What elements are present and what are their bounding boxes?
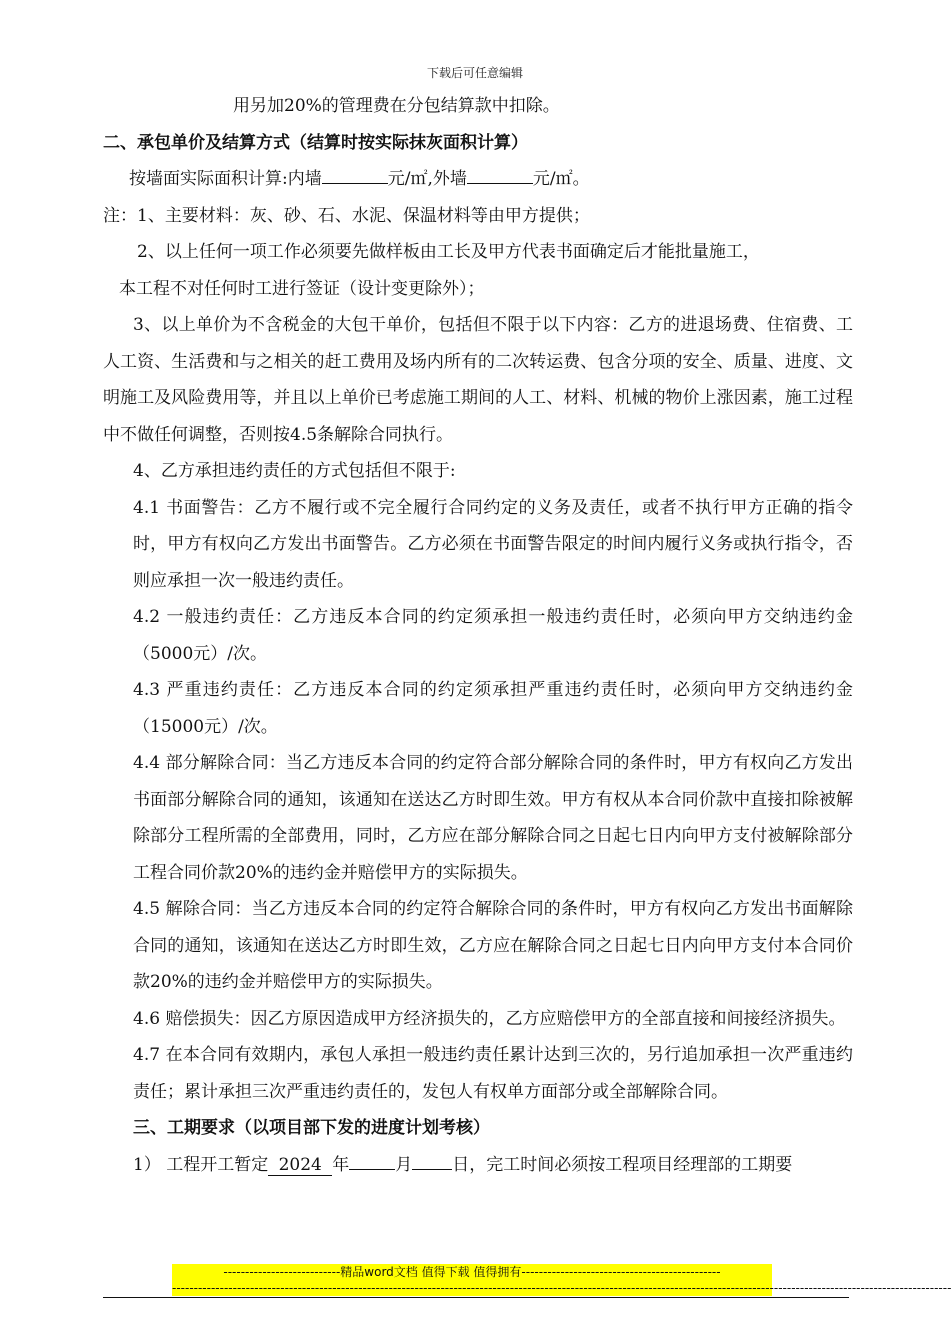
exterior-price-blank: [467, 183, 533, 184]
section-2-heading: 二、承包单价及结算方式（结算时按实际抹灰面积计算）: [103, 132, 528, 153]
note-3: 3、以上单价为不含税金的大包干单价，包括但不限于以下内容：乙方的进退场费、住宿费、工人工资、生活费和与之相关的赶工费用及场内所有的二次转运费、包含分项的安全、质量、进度、文明施工及风险费用等，并且以上单价已考虑施工期间的人工、材料、机械的物价上涨因素，施工过程中不做任何调整，否则按4.5条解除合同执行。: [103, 315, 853, 445]
footer-line-2: ------------------------------------------------------------------------------------------------------------------------------------------------------------------------------------: [172, 1281, 951, 1295]
footer-line-1: ---------------------------精品word文档 值得下载 值得拥有----------------------------------------------: [223, 1265, 721, 1279]
clause-4-7: 4.7 在本合同有效期内，承包人承担一般违约责任累计达到三次的，另行追加承担一次严重违约责任；累计承担三次严重违约责任的，发包人有权单方面部分或全部解除合同。: [133, 1045, 853, 1102]
start-month-blank: [349, 1169, 395, 1170]
area-calc-label: 按墙面实际面积计算:内墙: [129, 169, 322, 189]
clause-4-1: 4.1 书面警告：乙方不履行或不完全履行合同约定的义务及责任，或者不执行甲方正确的指令时，甲方有权向乙方发出书面警告。乙方必须在书面警告限定的时间内履行义务或执行指令，否则应承担一次一般违约责任。: [133, 497, 853, 591]
schedule-line: [103, 1147, 853, 1184]
note-4: 4、乙方承担违约责任的方式包括但不限于:: [133, 461, 456, 481]
schedule-label: 1） 工程开工暂定: [133, 1154, 269, 1175]
schedule-tail: 日，完工时间必须按工程项目经理部的工期要: [452, 1154, 793, 1175]
section-3-heading: 三、工期要求（以项目部下发的进度计划考核）: [133, 1118, 490, 1138]
start-year: 2024: [268, 1155, 332, 1176]
note-2-cont: 本工程不对任何时工进行签证（设计变更除外）；: [119, 278, 485, 299]
clause-4-4: 4.4 部分解除合同：当乙方违反本合同的约定符合部分解除合同的条件时，甲方有权向乙方发出书面部分解除合同的通知，该通知在送达乙方时即生效。甲方有权从本合同价款中直接扣除被解除部分工程所需的全部费用，同时，乙方应在部分解除合同之日起七日内向甲方支付被解除部分工程合同价款20%的违约金并赔偿甲方的实际损失。: [133, 753, 853, 883]
footer-rule: [103, 1297, 849, 1298]
note-1: 注：1、主要材料：灰、砂、石、水泥、保温材料等由甲方提供；: [103, 205, 590, 226]
clause-4-5: 4.5 解除合同：当乙方违反本合同的约定符合解除合同的条件时，甲方有权向乙方发出书面解除合同的通知，该通知在送达乙方时即生效，乙方应在解除合同之日起七日内向甲方支付本合同价款20%的违约金并赔偿甲方的实际损失。: [133, 899, 853, 992]
start-day-blank: [412, 1169, 452, 1170]
year-unit: 年: [332, 1154, 350, 1175]
document-body: [103, 88, 853, 1183]
note-2: 2、以上任何一项工作必须要先做样板由工长及甲方代表书面确定后才能批量施工，: [137, 242, 760, 262]
area-calc-end: 元/㎡。: [532, 169, 590, 189]
area-calc-mid: 元/㎡,外墙: [387, 169, 467, 189]
page-header: 下载后可任意编辑: [426, 66, 523, 80]
month-unit: 月: [395, 1154, 413, 1175]
clause-4-3: 4.3 严重违约责任：乙方违反本合同的约定须承担严重违约责任时，必须向甲方交纳违约金（15000元）/次。: [133, 680, 853, 737]
intro-line: 用另加20%的管理费在分包结算款中扣除。: [233, 96, 560, 116]
clause-4-2: 4.2 一般违约责任：乙方违反本合同的约定须承担一般违约责任时，必须向甲方交纳违约金（5000元）/次。: [133, 607, 853, 664]
interior-price-blank: [322, 183, 388, 184]
clause-4-6: 4.6 赔偿损失：因乙方原因造成甲方经济损失的，乙方应赔偿甲方的全部直接和间接经济损失。: [133, 1008, 846, 1029]
footer-watermark: [172, 1264, 951, 1296]
area-calc-line: [103, 161, 853, 198]
